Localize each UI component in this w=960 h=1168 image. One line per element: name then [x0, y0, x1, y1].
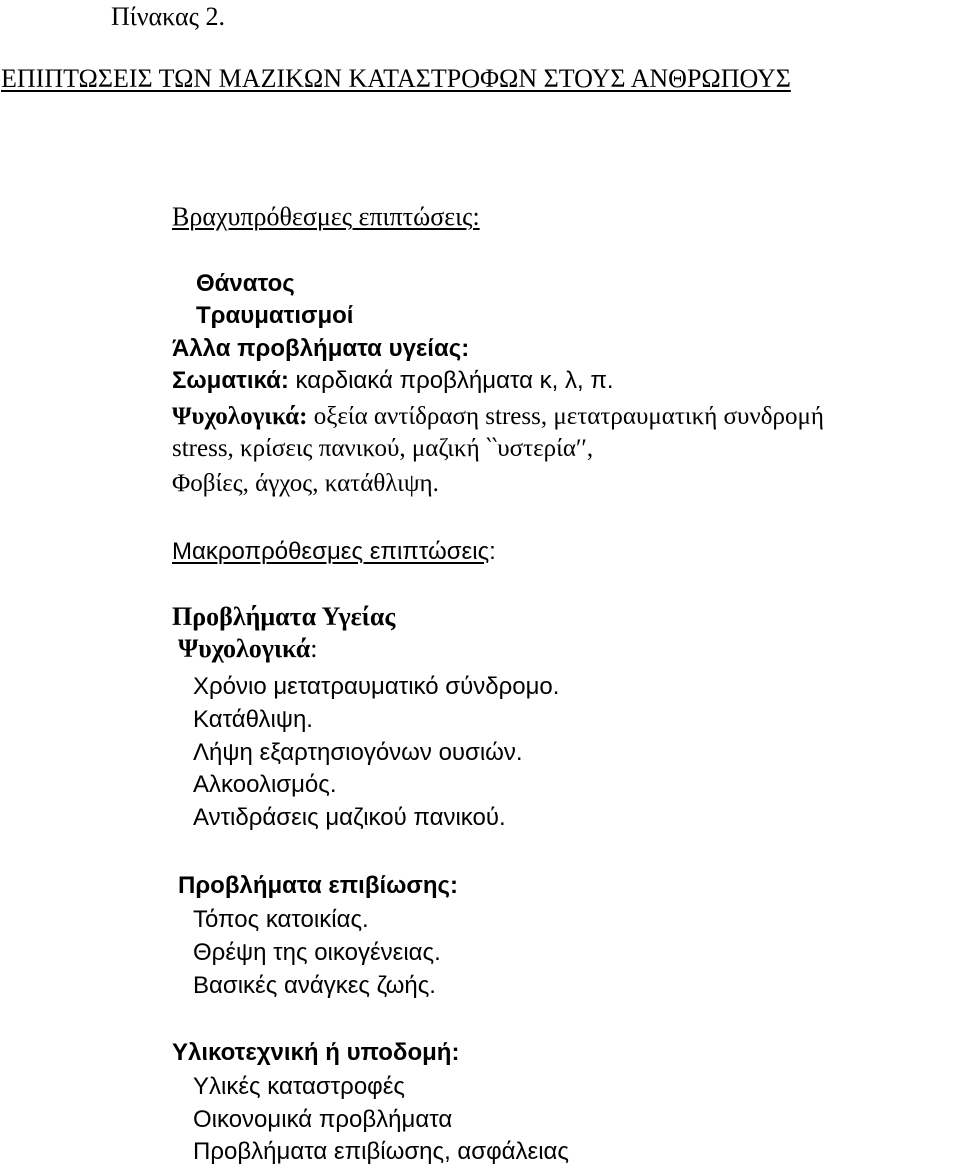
survival-heading: Προβλήματα επιβίωσης:	[178, 872, 458, 899]
long-psych-label: Ψυχολογικά	[178, 634, 311, 663]
psych-line-3: Φοβίες, άγχος, κατάθλιψη.	[172, 470, 439, 497]
physical-text: καρδιακά προβλήματα κ, λ, π.	[288, 367, 614, 394]
infrastructure-item: Προβλήματα επιβίωσης, ασφάλειας	[193, 1138, 569, 1165]
document-title: ΕΠΙΠΤΩΣΕΙΣ ΤΩΝ ΜΑΖΙΚΩΝ ΚΑΤΑΣΤΡΟΦΩΝ ΣΤΟΥΣ ΑΝΘΡΩΠΟΥΣ	[1, 64, 791, 93]
long-psych-item: Αντιδράσεις μαζικού πανικού.	[193, 804, 506, 831]
survival-item: Θρέψη της οικογένειας.	[193, 939, 441, 966]
long-psych-item: Αλκοολισμός.	[193, 771, 337, 798]
long-term-heading-line	[172, 540, 496, 564]
short-term-item-injuries: Τραυματισμοί	[196, 302, 354, 329]
infrastructure-heading: Υλικοτεχνική ή υποδομή:	[172, 1039, 460, 1066]
survival-item: Τόπος κατοικίας.	[193, 906, 369, 933]
short-term-item-death: Θάνατος	[196, 270, 295, 297]
psych-line-1	[172, 404, 824, 429]
long-psych-item: Χρόνιο μετατραυματικό σύνδρομο.	[193, 673, 560, 700]
infrastructure-item: Υλικές καταστροφές	[193, 1073, 405, 1100]
health-problems-heading: Προβλήματα Υγείας	[172, 602, 396, 631]
table-label: Πίνακας 2.	[111, 2, 225, 31]
survival-item: Βασικές ανάγκες ζωής.	[193, 972, 436, 999]
long-term-heading-colon: :	[489, 538, 496, 565]
psych-line-2: stress, κρίσεις πανικού, μαζική ‵‵υστερία′′,	[172, 435, 594, 462]
long-psych-colon: :	[310, 634, 318, 663]
long-psych-item: Κατάθλιψη.	[193, 706, 313, 733]
physical-line	[172, 369, 614, 393]
long-term-heading: Μακροπρόθεσμες επιπτώσεις	[172, 538, 490, 565]
psych-text-1: οξεία αντίδραση stress, μετατραυματική συνδρομή	[307, 403, 824, 430]
psych-label: Ψυχολογικά:	[172, 403, 308, 430]
long-psych-item: Λήψη εξαρτησιογόνων ουσιών.	[193, 739, 523, 766]
long-psych-line	[178, 636, 317, 662]
short-term-heading: Βραχυπρόθεσμες επιπτώσεις:	[172, 202, 480, 231]
physical-label: Σωματικά:	[172, 367, 289, 394]
other-health-heading: Άλλα προβλήματα υγείας:	[172, 335, 470, 362]
infrastructure-item: Οικονομικά προβλήματα	[193, 1106, 453, 1133]
